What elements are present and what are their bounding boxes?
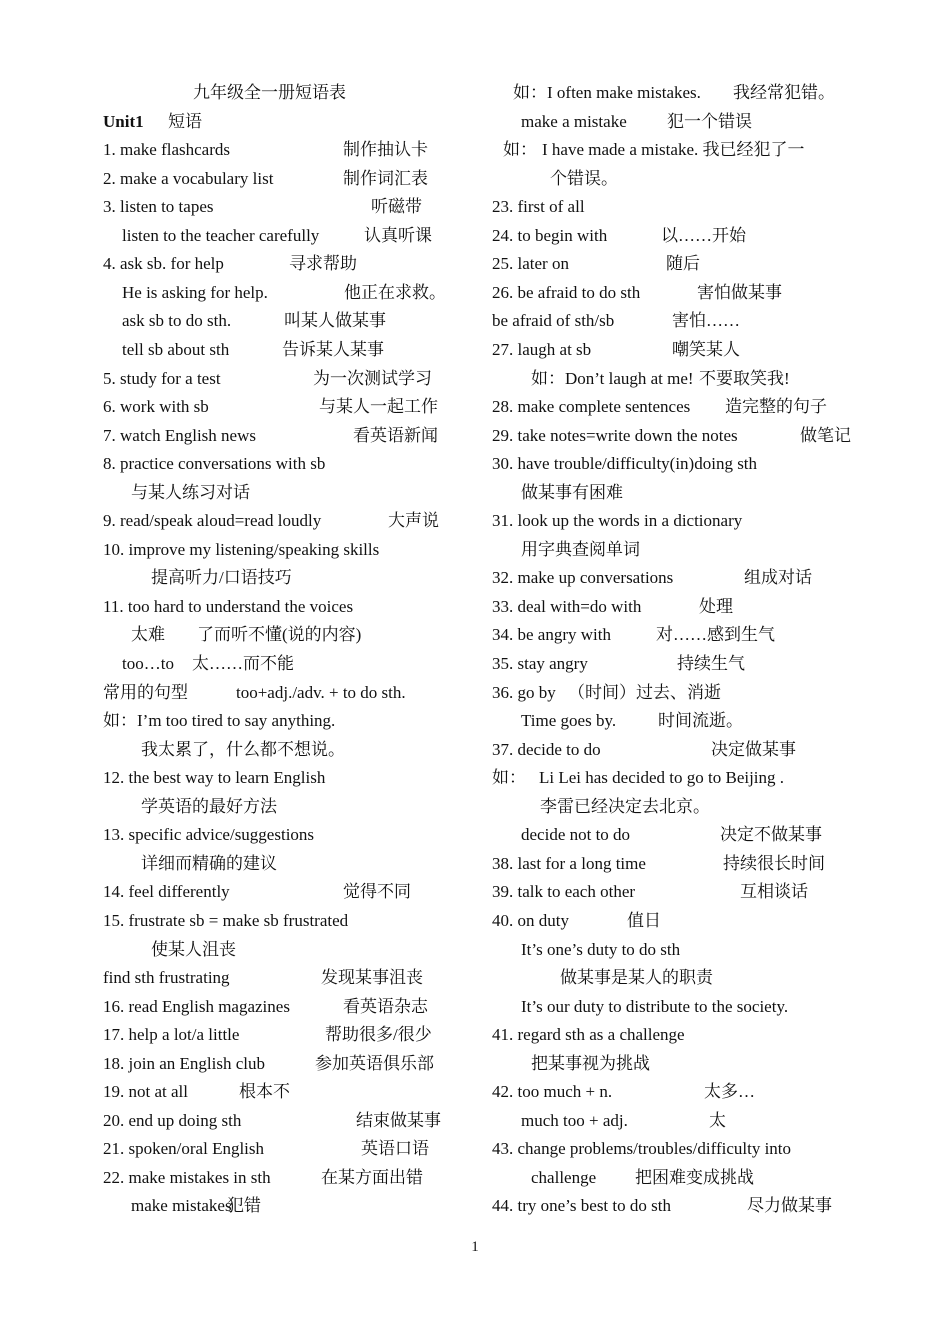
phrase-text: 2. make a vocabulary list bbox=[103, 168, 274, 188]
phrase-text: find sth frustrating bbox=[103, 968, 230, 988]
phrase-meaning: 组成对话 bbox=[744, 568, 812, 588]
phrase-text: 27. laugh at sb bbox=[492, 339, 592, 359]
phrase-meaning: 制作词汇表 bbox=[343, 168, 428, 188]
phrase-text: 39. talk to each other bbox=[492, 882, 636, 902]
phrase-meaning: 我经常犯错。 bbox=[733, 83, 835, 102]
phrase-meaning: 害怕做某事 bbox=[697, 282, 782, 302]
phrase-meaning: 持续生气 bbox=[677, 654, 745, 673]
phrase-text: 14. feel differently bbox=[103, 882, 230, 902]
phrase-text: 20. end up doing sth bbox=[103, 1110, 242, 1130]
phrase-meaning: too+adj./adv. + to do sth. bbox=[236, 682, 406, 702]
phrase-text: 3. listen to tapes bbox=[103, 197, 214, 217]
phrase-meaning: 短语 bbox=[168, 111, 202, 131]
phrase-text: 34. be angry with bbox=[492, 625, 611, 645]
phrase-meaning: 嘲笑某人 bbox=[672, 339, 740, 359]
phrase-text: decide not to do bbox=[521, 825, 631, 845]
phrase-meaning: 造完整的句子 bbox=[725, 397, 827, 417]
phrase-text: 13. specific advice/suggestions bbox=[103, 825, 315, 845]
phrase-text: 8. practice conversations with sb bbox=[103, 454, 326, 474]
phrase-text: 6. work with sb bbox=[103, 397, 209, 417]
phrase-text: 40. on duty bbox=[492, 910, 569, 930]
phrase-meaning: 把困难变成挑战 bbox=[635, 1167, 754, 1187]
phrase-text: 11. too hard to understand the voices bbox=[103, 596, 354, 616]
phrase-meaning: 不要取笑我! bbox=[699, 368, 790, 388]
phrase-meaning: 对……感到生气 bbox=[656, 625, 775, 645]
phrase-text: 35. stay angry bbox=[492, 654, 588, 673]
phrase-meaning: 看英语杂志 bbox=[343, 996, 428, 1016]
phrase-text: 李雷已经决定去北京。 bbox=[540, 796, 710, 816]
phrase-text: 如：Don’t laugh at me! bbox=[531, 368, 694, 388]
phrase-text: 学英语的最好方法 bbox=[141, 796, 277, 816]
phrase-meaning: 告诉某人某事 bbox=[282, 339, 384, 359]
phrase-text: 41. regard sth as a challenge bbox=[492, 1025, 685, 1045]
phrase-text: be afraid of sth/sb bbox=[492, 311, 615, 331]
phrase-text: 10. improve my listening/speaking skills bbox=[103, 539, 380, 559]
phrase-text: It’s our duty to distribute to the society. bbox=[521, 996, 789, 1016]
phrase-meaning: 犯一个错误 bbox=[667, 111, 752, 131]
phrase-text: 17. help a lot/a little bbox=[103, 1025, 240, 1045]
phrase-text: He is asking for help. bbox=[122, 282, 268, 302]
phrase-meaning: 太……而不能 bbox=[192, 654, 294, 673]
phrase-text: 常用的句型 bbox=[103, 682, 188, 702]
phrase-meaning: 认真听课 bbox=[364, 225, 432, 245]
phrase-text: 太难 bbox=[131, 625, 165, 645]
phrase-text: 如：I often make mistakes. bbox=[513, 83, 701, 102]
phrase-text: 做某事有困难 bbox=[521, 482, 623, 502]
phrase-meaning: 英语口语 bbox=[361, 1139, 429, 1159]
phrase-meaning: 叫某人做某事 bbox=[284, 311, 386, 331]
phrase-text: challenge bbox=[531, 1167, 597, 1187]
phrase-meaning: 了而听不懂(说的内容) bbox=[197, 625, 362, 645]
phrase-meaning: 觉得不同 bbox=[343, 882, 411, 902]
phrase-meaning: 发现某事沮丧 bbox=[321, 968, 423, 988]
phrase-text: 12. the best way to learn English bbox=[103, 768, 326, 788]
phrase-text: 30. have trouble/difficulty(in)doing sth bbox=[492, 454, 758, 474]
phrase-text: 18. join an English club bbox=[103, 1053, 265, 1073]
phrase-text: 16. read English magazines bbox=[103, 996, 290, 1016]
phrase-meaning: 寻求帮助 bbox=[289, 254, 357, 274]
phrase-text: 28. make complete sentences bbox=[492, 397, 691, 417]
phrase-text: 如：I’m too tired to say anything. bbox=[103, 711, 336, 731]
phrase-text: 我太累了，什么都不想说。 bbox=[141, 739, 345, 759]
phrase-text: 26. be afraid to do sth bbox=[492, 282, 641, 302]
phrase-text: tell sb about sth bbox=[122, 339, 230, 359]
phrase-text: 44. try one’s best to do sth bbox=[492, 1196, 671, 1216]
phrase-meaning: 在某方面出错 bbox=[321, 1167, 423, 1187]
phrase-text: 29. take notes=write down the notes bbox=[492, 425, 738, 445]
phrase-meaning: 与某人一起工作 bbox=[319, 397, 438, 417]
phrase-text: 7. watch English news bbox=[103, 425, 256, 445]
phrase-meaning: （时间）过去、消逝 bbox=[568, 682, 721, 702]
phrase-meaning: 犯错 bbox=[227, 1196, 261, 1216]
phrase-meaning: 做笔记 bbox=[800, 425, 851, 445]
phrase-meaning: 决定不做某事 bbox=[720, 825, 822, 845]
phrase-text: 4. ask sb. for help bbox=[103, 254, 224, 274]
phrase-text: Unit1 bbox=[103, 111, 144, 131]
phrase-text: 与某人练习对话 bbox=[131, 482, 250, 502]
phrase-meaning: 大声说 bbox=[388, 511, 439, 531]
phrase-meaning: 以……开始 bbox=[661, 225, 746, 245]
phrase-text: ask sb to do sth. bbox=[122, 311, 232, 331]
phrase-meaning: 害怕…… bbox=[672, 311, 740, 331]
phrase-text: 22. make mistakes in sth bbox=[103, 1167, 271, 1187]
phrase-text: listen to the teacher carefully bbox=[122, 225, 320, 245]
phrase-meaning: Li Lei has decided to go to Beijing . bbox=[539, 768, 785, 788]
phrase-meaning: 随后 bbox=[666, 254, 700, 274]
phrase-text: 19. not at all bbox=[103, 1082, 188, 1102]
phrase-text: 做某事是某人的职责 bbox=[560, 968, 713, 988]
phrase-text: 1. make flashcards bbox=[103, 140, 230, 160]
phrase-meaning: 为一次测试学习 bbox=[313, 368, 432, 388]
phrase-meaning: 持续很长时间 bbox=[723, 853, 825, 873]
phrase-meaning: 根本不 bbox=[239, 1082, 290, 1102]
phrase-meaning: 时间流逝。 bbox=[658, 711, 743, 731]
phrase-text: 21. spoken/oral English bbox=[103, 1139, 265, 1159]
phrase-text: 32. make up conversations bbox=[492, 568, 674, 588]
phrase-text: 如： bbox=[492, 768, 526, 788]
phrase-text: much too + adj. bbox=[521, 1110, 628, 1130]
phrase-text: 24. to begin with bbox=[492, 225, 608, 245]
phrase-text: 如： bbox=[503, 140, 537, 160]
phrase-text: 38. last for a long time bbox=[492, 853, 646, 873]
phrase-text: 详细而精确的建议 bbox=[141, 853, 277, 873]
phrase-text: 33. deal with=do with bbox=[492, 596, 642, 616]
phrase-meaning: 他正在求救。 bbox=[344, 282, 446, 302]
phrase-text: 使某人沮丧 bbox=[151, 939, 236, 959]
phrase-text: 43. change problems/troubles/difficulty into bbox=[492, 1139, 792, 1159]
phrase-text: make mistakes bbox=[131, 1196, 232, 1216]
phrase-meaning: 太 bbox=[709, 1110, 726, 1130]
phrase-meaning: 制作抽认卡 bbox=[343, 140, 428, 160]
phrase-meaning: 值日 bbox=[627, 910, 661, 930]
phrase-meaning: 听磁带 bbox=[371, 197, 422, 217]
phrase-text: 31. look up the words in a dictionary bbox=[492, 511, 743, 531]
phrase-meaning: 尽力做某事 bbox=[747, 1196, 832, 1216]
phrase-meaning: 太多… bbox=[704, 1082, 755, 1102]
phrase-text: 15. frustrate sb = make sb frustrated bbox=[103, 910, 349, 930]
phrase-text: 提高听力/口语技巧 bbox=[151, 568, 292, 588]
phrase-text: 42. too much + n. bbox=[492, 1082, 613, 1102]
phrase-meaning: 结束做某事 bbox=[356, 1110, 441, 1130]
page-number: 1 bbox=[471, 1239, 479, 1255]
phrase-meaning: I have made a mistake. 我已经犯了一 bbox=[542, 140, 805, 160]
phrase-text: 把某事视为挑战 bbox=[531, 1053, 650, 1073]
phrase-meaning: 看英语新闻 bbox=[353, 425, 438, 445]
phrase-text: It’s one’s duty to do sth bbox=[521, 939, 681, 959]
phrase-meaning: 互相谈话 bbox=[740, 882, 808, 902]
phrase-text: 九年级全一册短语表 bbox=[193, 83, 346, 102]
phrase-text: make a mistake bbox=[521, 111, 627, 131]
phrase-text: 9. read/speak aloud=read loudly bbox=[103, 511, 322, 531]
phrase-text: 5. study for a test bbox=[103, 368, 221, 388]
phrase-text: 23. first of all bbox=[492, 197, 585, 217]
phrase-text: 37. decide to do bbox=[492, 739, 601, 759]
phrase-text: too…to bbox=[122, 654, 174, 673]
phrase-text: Time goes by. bbox=[521, 711, 617, 731]
phrase-text: 25. later on bbox=[492, 254, 569, 274]
phrase-meaning: 参加英语俱乐部 bbox=[315, 1053, 434, 1073]
phrase-text: 个错误。 bbox=[550, 168, 618, 188]
phrase-text: 36. go by bbox=[492, 682, 556, 702]
phrase-meaning: 处理 bbox=[699, 596, 733, 616]
phrase-meaning: 决定做某事 bbox=[711, 739, 796, 759]
phrase-meaning: 帮助很多/很少 bbox=[325, 1025, 432, 1045]
phrase-text: 用字典查阅单词 bbox=[521, 539, 640, 559]
